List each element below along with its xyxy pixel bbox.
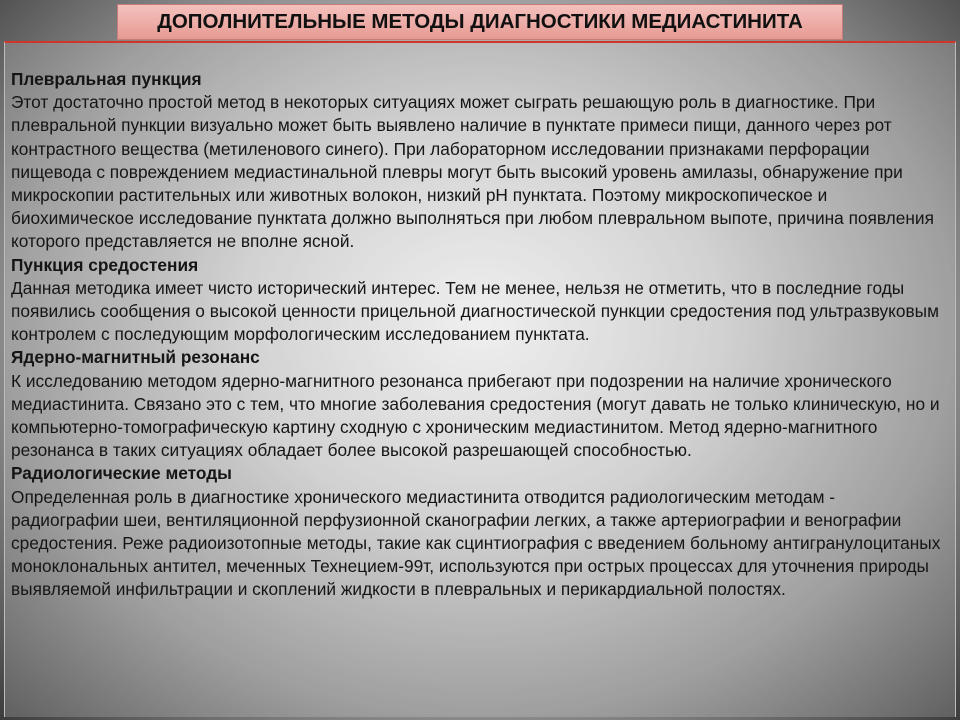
slide-body [11, 68, 946, 602]
section-text-radiology: Определенная роль в диагностике хронического медиастинита отводится радиологическим методам - радиографии шеи, вентиляционной перфузионной сканографии легких, а также артериографии и венографии средостения. Реже радиоизотопные методы, такие как сцинтиография с введением больному антигранулоцитаных моноклональных антител, меченных Технецием-99т, используются при острых процессах для уточнения природы выявляемой инфильтрации и скоплений жидкости в плевральных и перикардиальной полостях. [11, 486, 941, 600]
section-text-mediastinal-puncture: Данная методика имеет чисто исторический интерес. Тем не менее, нельзя не отметить, что в последние годы появились сообщения о высокой ценности прицельной диагностической пункции средостения под ультразвуковым контролем с последующим морфологическим исследованием пунктата. [11, 277, 939, 345]
slide-title: ДОПОЛНИТЕЛЬНЫЕ МЕТОДЫ ДИАГНОСТИКИ МЕДИАСТИНИТА [157, 10, 803, 33]
section-text-nmr: К исследованию методом ядерно-магнитного резонанса прибегают при подозрении на наличие хронического медиастинита. Связано это с тем, что многие заболевания средостения (могут давать не только клиническую, но и компьютерно-томографическую картину сходную с хроническим медиастинитом. Метод ядерно-магнитного резонанса в таких ситуациях обладает более высокой разрешающей способностью. [11, 370, 940, 461]
section-heading-radiology: Радиологические методы [11, 463, 232, 484]
title-banner [117, 4, 843, 40]
section-heading-nmr: Ядерно-магнитный резонанс [11, 347, 260, 368]
section-heading-mediastinal-puncture: Пункция средостения [11, 254, 199, 275]
section-text-pleural-puncture: Этот достаточно простой метод в некоторых ситуациях может сыграть решающую роль в диагностике. При плевральной пункции визуально может быть выявлено наличие в пунктате примеси пищи, данного через рот контрастного вещества (метиленового синего). При лабораторном исследовании признаками перфорации пищевода с повреждением медиастинальной плевры могут быть высокий уровень амилазы, обнаружение при микроскопии растительных или животных волокон, низкий рН пунктата. Поэтому микроскопическое и биохимическое исследование пунктата должно выполняться при любом плевральном выпоте, причина появления которого представляется не вполне ясной. [11, 92, 934, 252]
section-heading-pleural-puncture: Плевральная пункция [11, 69, 202, 89]
